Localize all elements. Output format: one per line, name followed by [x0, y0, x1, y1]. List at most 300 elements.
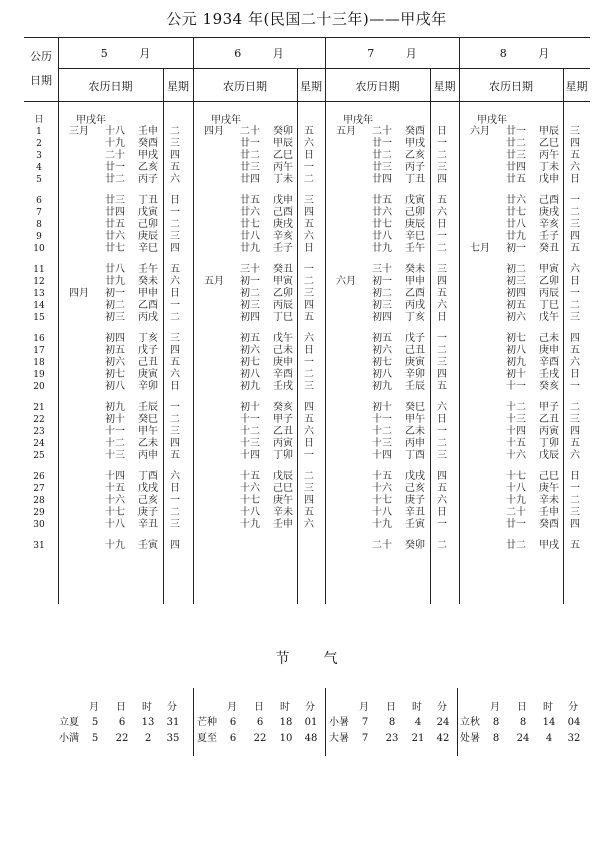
day-number: 10 [33, 244, 45, 255]
lunar-day: 初六 [372, 345, 392, 357]
ganzhi: 乙卯 [539, 276, 559, 288]
unit-label: 时 [142, 702, 152, 713]
weekday: 五 [570, 438, 580, 450]
lunar-year-label: 甲戌年 [477, 115, 507, 126]
weekday: 一 [437, 426, 447, 438]
day-number: 3 [36, 151, 42, 162]
weekday: 六 [304, 231, 314, 243]
weekday: 日 [437, 312, 447, 324]
weekday: 二 [437, 150, 447, 162]
lunar-day: 廿六 [105, 231, 125, 243]
weekday: 日 [437, 126, 447, 137]
weekday: 三 [170, 519, 180, 531]
unit-label: 日 [386, 702, 396, 713]
weekday: 四 [304, 207, 314, 219]
column-divider [58, 37, 59, 604]
solar-term-name: 立夏 [59, 717, 79, 728]
weekday: 四 [570, 426, 580, 438]
ganzhi: 己未 [539, 333, 559, 344]
weekday: 一 [170, 207, 180, 219]
ganzhi: 壬子 [273, 243, 293, 255]
ganzhi: 壬申 [273, 519, 293, 531]
month-unit: 月 [405, 47, 417, 60]
month-gap [507, 47, 538, 60]
lunar-month: 五月 [336, 126, 356, 137]
ganzhi: 庚子 [138, 507, 158, 519]
day-number: 11 [33, 265, 45, 275]
weekday: 五 [304, 507, 314, 519]
weekday: 五 [437, 381, 447, 393]
lunar-day: 十四 [506, 426, 526, 438]
ganzhi: 戊寅 [405, 195, 425, 206]
lunar-day: 二十 [105, 150, 125, 162]
solar-term-min: 24 [436, 717, 450, 728]
month-header [58, 45, 193, 61]
day-number: 18 [33, 358, 45, 369]
weekday: 四 [304, 495, 314, 507]
unit-label: 日 [517, 702, 527, 713]
lunar-day: 廿五 [240, 195, 260, 206]
day-number: 6 [36, 196, 42, 206]
weekday: 五 [570, 345, 580, 357]
lunar-day: 十二 [105, 438, 125, 450]
lunar-day: 十八 [372, 507, 392, 519]
ganzhi: 己丑 [405, 345, 425, 357]
lunar-day: 十三 [240, 438, 260, 450]
lunar-day: 廿一 [240, 138, 260, 150]
ganzhi: 丁酉 [138, 471, 158, 482]
day-number: 24 [33, 439, 45, 450]
lunar-day: 十八 [105, 126, 125, 137]
weekday: 六 [437, 402, 447, 413]
ganzhi: 乙巳 [273, 150, 293, 162]
ganzhi: 戊寅 [138, 207, 158, 219]
solar-term-min: 01 [304, 717, 318, 728]
ganzhi: 丙戌 [138, 312, 158, 324]
lunar-day: 十五 [506, 438, 526, 450]
ganzhi: 丁丑 [405, 174, 425, 186]
ganzhi: 乙亥 [138, 162, 158, 174]
ganzhi: 甲午 [405, 414, 425, 426]
weekday: 三 [304, 483, 314, 495]
weekday: 四 [437, 276, 447, 288]
ganzhi: 辛酉 [539, 357, 559, 369]
weekday: 三 [570, 312, 580, 324]
solar-term-min: 04 [567, 717, 581, 728]
lunar-day: 初二 [240, 288, 260, 300]
lunar-day: 初八 [506, 345, 526, 357]
day-column-label: 日 [34, 115, 44, 125]
day-number: 5 [36, 175, 42, 186]
weekday: 一 [170, 300, 180, 312]
ganzhi: 戊子 [138, 345, 158, 357]
weekday: 四 [570, 138, 580, 150]
ganzhi: 辛亥 [539, 219, 559, 231]
lunar-date-header: 农历日期 [88, 80, 133, 93]
weekday: 二 [437, 243, 447, 255]
ganzhi: 辛丑 [405, 507, 425, 519]
weekday: 一 [304, 357, 314, 369]
weekday: 六 [437, 495, 447, 507]
weekday: 二 [437, 438, 447, 450]
lunar-day: 二十 [240, 126, 260, 137]
ganzhi: 乙酉 [405, 288, 425, 300]
lunar-day: 廿八 [372, 231, 392, 243]
ganzhi: 辛亥 [273, 231, 293, 243]
lunar-day: 初四 [240, 312, 260, 324]
solar-term-d: 22 [115, 733, 129, 744]
unit-label: 时 [280, 702, 290, 713]
column-divider [325, 37, 326, 604]
lunar-day: 廿一 [372, 138, 392, 150]
day-number: 15 [33, 313, 45, 324]
weekday: 二 [570, 402, 580, 413]
lunar-day: 十九 [372, 519, 392, 531]
solar-term-h: 2 [144, 733, 152, 744]
day-number: 26 [33, 472, 45, 482]
lunar-day: 十四 [240, 450, 260, 462]
unit-label: 日 [116, 702, 126, 713]
lunar-day: 初二 [372, 288, 392, 300]
weekday: 五 [437, 483, 447, 495]
month-gap [241, 47, 272, 60]
month-unit: 月 [272, 47, 284, 60]
solar-term-m: 8 [492, 717, 500, 728]
ganzhi: 壬午 [138, 264, 158, 275]
solar-term-h: 4 [545, 733, 553, 744]
weekday: 三 [437, 264, 447, 275]
day-number: 1 [36, 127, 42, 137]
ganzhi: 丙子 [138, 174, 158, 186]
lunar-day: 十八 [506, 483, 526, 495]
lunar-day: 廿六 [240, 207, 260, 219]
weekday: 三 [304, 195, 314, 206]
day-number: 30 [33, 520, 45, 531]
lunar-day: 初九 [506, 357, 526, 369]
ganzhi: 庚戌 [273, 219, 293, 231]
lunar-day: 廿二 [506, 138, 526, 150]
weekday: 六 [170, 471, 180, 482]
solar-term-name: 芒种 [197, 717, 217, 728]
ganzhi: 戊辰 [273, 471, 293, 482]
ganzhi: 辛酉 [273, 369, 293, 381]
ganzhi: 辛丑 [138, 519, 158, 531]
solar-term-d: 8 [519, 717, 527, 728]
ganzhi: 己亥 [405, 483, 425, 495]
weekday: 六 [304, 333, 314, 344]
lunar-day: 三十 [372, 264, 392, 275]
weekday: 五 [437, 195, 447, 206]
month-number: 6 [234, 47, 242, 60]
solar-term-min: 42 [436, 733, 450, 744]
unit-label: 分 [167, 702, 177, 713]
ganzhi: 戊辰 [539, 450, 559, 462]
solar-term-h: 14 [542, 717, 556, 728]
lunar-day: 廿五 [372, 195, 392, 206]
month-unit: 月 [538, 47, 550, 60]
lunar-day: 十一 [240, 414, 260, 426]
lunar-month: 六月 [336, 276, 356, 288]
weekday: 日 [170, 381, 180, 393]
weekday: 一 [304, 264, 314, 275]
weekday: 五 [170, 162, 180, 174]
lunar-day: 十八 [105, 519, 125, 531]
ganzhi: 丙戌 [405, 300, 425, 312]
lunar-date-header: 农历日期 [355, 80, 400, 93]
solar-term-m: 5 [91, 717, 99, 728]
lunar-day: 廿七 [105, 243, 125, 255]
ganzhi: 癸亥 [273, 402, 293, 413]
lunar-day: 十七 [240, 495, 260, 507]
weekday: 日 [437, 507, 447, 519]
ganzhi: 甲申 [138, 288, 158, 300]
lunar-day: 十五 [372, 471, 392, 482]
weekday: 日 [170, 483, 180, 495]
ganzhi: 丙辰 [273, 300, 293, 312]
weekday: 二 [570, 207, 580, 219]
lunar-day: 初七 [372, 357, 392, 369]
weekday: 三 [570, 414, 580, 426]
lunar-day: 廿七 [372, 219, 392, 231]
lunar-day: 二十 [506, 507, 526, 519]
day-number: 28 [33, 496, 45, 507]
lunar-day: 初十 [372, 402, 392, 413]
lunar-day: 十一 [372, 414, 392, 426]
lunar-day: 十四 [105, 471, 125, 482]
solar-term-name: 小暑 [329, 717, 349, 728]
ganzhi: 甲辰 [539, 126, 559, 137]
lunar-day: 廿九 [372, 243, 392, 255]
weekday: 五 [304, 219, 314, 231]
solar-term-h: 10 [279, 733, 293, 744]
solar-term-m: 7 [361, 717, 369, 728]
lunar-day: 十八 [240, 507, 260, 519]
weekday: 三 [304, 381, 314, 393]
solar-term-min: 35 [166, 733, 180, 744]
ganzhi: 癸巳 [138, 414, 158, 426]
ganzhi: 庚申 [539, 345, 559, 357]
ganzhi: 戊戌 [138, 483, 158, 495]
lunar-day: 初八 [240, 369, 260, 381]
ganzhi: 丁未 [539, 162, 559, 174]
lunar-day: 初七 [240, 357, 260, 369]
lunar-month: 五月 [204, 276, 224, 288]
unit-label: 分 [305, 702, 315, 713]
lunar-day: 十五 [240, 471, 260, 482]
ganzhi: 癸未 [405, 264, 425, 275]
lunar-day: 廿九 [240, 243, 260, 255]
month-number: 7 [367, 47, 375, 60]
ganzhi: 壬子 [539, 231, 559, 243]
day-number: 14 [33, 301, 45, 312]
unit-label: 时 [412, 702, 422, 713]
lunar-day: 初三 [506, 276, 526, 288]
ganzhi: 甲申 [405, 276, 425, 288]
lunar-day: 廿七 [240, 219, 260, 231]
ganzhi: 戊申 [539, 174, 559, 186]
weekday: 四 [304, 300, 314, 312]
weekday: 五 [170, 264, 180, 275]
ganzhi: 壬戌 [273, 381, 293, 393]
unit-label: 月 [89, 702, 99, 713]
weekday: 二 [170, 126, 180, 137]
day-number: 9 [36, 232, 42, 243]
lunar-year-label: 甲戌年 [211, 115, 241, 126]
ganzhi: 乙卯 [273, 288, 293, 300]
ganzhi: 己酉 [539, 195, 559, 206]
weekday: 四 [437, 369, 447, 381]
lunar-day: 十六 [372, 483, 392, 495]
weekday: 六 [170, 369, 180, 381]
lunar-month: 六月 [470, 126, 490, 137]
weekday: 一 [437, 519, 447, 531]
weekday: 六 [304, 519, 314, 531]
weekday: 六 [570, 264, 580, 275]
ganzhi: 己酉 [273, 207, 293, 219]
lunar-month: 七月 [470, 243, 490, 255]
ganzhi: 庚申 [273, 357, 293, 369]
ganzhi: 己未 [273, 345, 293, 357]
ganzhi: 庚寅 [405, 357, 425, 369]
ganzhi: 辛卯 [138, 381, 158, 393]
solar-term-name: 立秋 [460, 717, 480, 728]
ganzhi: 戊子 [405, 333, 425, 344]
day-number: 25 [33, 451, 45, 462]
lunar-day: 廿四 [372, 174, 392, 186]
solar-term-d: 23 [385, 733, 399, 744]
weekday: 二 [570, 495, 580, 507]
lunar-day: 十六 [240, 483, 260, 495]
solar-term-d: 8 [388, 717, 396, 728]
weekday: 一 [570, 288, 580, 300]
ganzhi: 乙丑 [539, 414, 559, 426]
ganzhi: 甲午 [138, 426, 158, 438]
solar-term-name: 处暑 [460, 733, 480, 744]
ganzhi: 壬寅 [405, 519, 425, 531]
weekday: 三 [437, 450, 447, 462]
month-unit: 月 [139, 47, 151, 60]
weekday: 四 [304, 402, 314, 413]
lunar-year-label: 甲戌年 [76, 115, 106, 126]
ganzhi: 己卯 [405, 207, 425, 219]
lunar-day: 十三 [506, 414, 526, 426]
ganzhi: 壬戌 [539, 369, 559, 381]
weekday: 日 [304, 150, 314, 162]
weekday: 四 [570, 231, 580, 243]
lunar-day: 廿一 [105, 162, 125, 174]
lunar-day: 廿八 [240, 231, 260, 243]
solar-term-m: 8 [492, 733, 500, 744]
ganzhi: 丙申 [405, 438, 425, 450]
lunar-day: 十五 [105, 483, 125, 495]
lunar-day: 廿二 [240, 150, 260, 162]
lunar-day: 廿三 [506, 150, 526, 162]
lunar-day: 十九 [506, 495, 526, 507]
lunar-day: 初八 [372, 369, 392, 381]
ganzhi: 丙午 [539, 150, 559, 162]
month-number: 5 [100, 47, 108, 60]
lunar-day: 十一 [506, 381, 526, 393]
lunar-day: 廿二 [372, 150, 392, 162]
ganzhi: 甲寅 [539, 264, 559, 275]
lunar-day: 十三 [372, 438, 392, 450]
ganzhi: 癸丑 [539, 243, 559, 255]
lunar-day: 廿三 [372, 162, 392, 174]
ganzhi: 辛未 [273, 507, 293, 519]
weekday: 四 [170, 540, 180, 551]
ganzhi: 壬申 [138, 126, 158, 137]
ganzhi: 乙丑 [273, 426, 293, 438]
ganzhi: 庚子 [405, 495, 425, 507]
ganzhi: 丁亥 [405, 312, 425, 324]
solar-term-min: 31 [166, 717, 180, 728]
day-number: 16 [33, 334, 45, 344]
solar-term-h: 18 [279, 717, 293, 728]
weekday: 日 [570, 369, 580, 381]
weekday: 四 [170, 243, 180, 255]
weekday: 六 [304, 138, 314, 150]
weekday: 五 [304, 312, 314, 324]
ganzhi: 甲戌 [539, 540, 559, 551]
lunar-day: 初十 [105, 414, 125, 426]
ganzhi: 辛巳 [405, 231, 425, 243]
weekday: 六 [437, 300, 447, 312]
weekday: 三 [170, 426, 180, 438]
lunar-day: 初十 [240, 402, 260, 413]
weekday: 三 [570, 126, 580, 137]
weekday: 六 [570, 450, 580, 462]
solar-term-m: 5 [91, 733, 99, 744]
ganzhi: 辛巳 [138, 243, 158, 255]
solar-term-d: 6 [118, 717, 126, 728]
lunar-day: 十七 [105, 507, 125, 519]
weekday: 二 [437, 345, 447, 357]
unit-label: 分 [437, 702, 447, 713]
ganzhi: 壬辰 [138, 402, 158, 413]
ganzhi: 丁酉 [405, 450, 425, 462]
lunar-day: 初四 [372, 312, 392, 324]
weekday: 三 [437, 162, 447, 174]
weekday-header: 星期 [167, 80, 189, 93]
lunar-day: 廿八 [105, 264, 125, 275]
lunar-day: 廿九 [105, 276, 125, 288]
day-number: 4 [36, 163, 42, 174]
lunar-day: 廿八 [506, 219, 526, 231]
ganzhi: 壬寅 [138, 540, 158, 551]
lunar-day: 十二 [372, 426, 392, 438]
weekday: 日 [570, 276, 580, 288]
lunar-day: 初二 [105, 300, 125, 312]
lunar-day: 廿四 [105, 207, 125, 219]
column-divider [193, 37, 194, 604]
month-header [459, 45, 590, 61]
day-number: 17 [33, 346, 45, 357]
ganzhi: 丁卯 [273, 450, 293, 462]
ganzhi: 壬申 [539, 507, 559, 519]
month-number: 8 [499, 47, 507, 60]
weekday: 一 [570, 195, 580, 206]
rule-line [58, 68, 590, 69]
weekday: 四 [570, 519, 580, 531]
weekday: 二 [570, 300, 580, 312]
lunar-day: 廿四 [506, 162, 526, 174]
weekday: 二 [170, 219, 180, 231]
day-number: 2 [36, 139, 42, 150]
ganzhi: 甲子 [273, 414, 293, 426]
weekday: 三 [437, 357, 447, 369]
weekday: 三 [304, 288, 314, 300]
lunar-day: 初十 [506, 369, 526, 381]
